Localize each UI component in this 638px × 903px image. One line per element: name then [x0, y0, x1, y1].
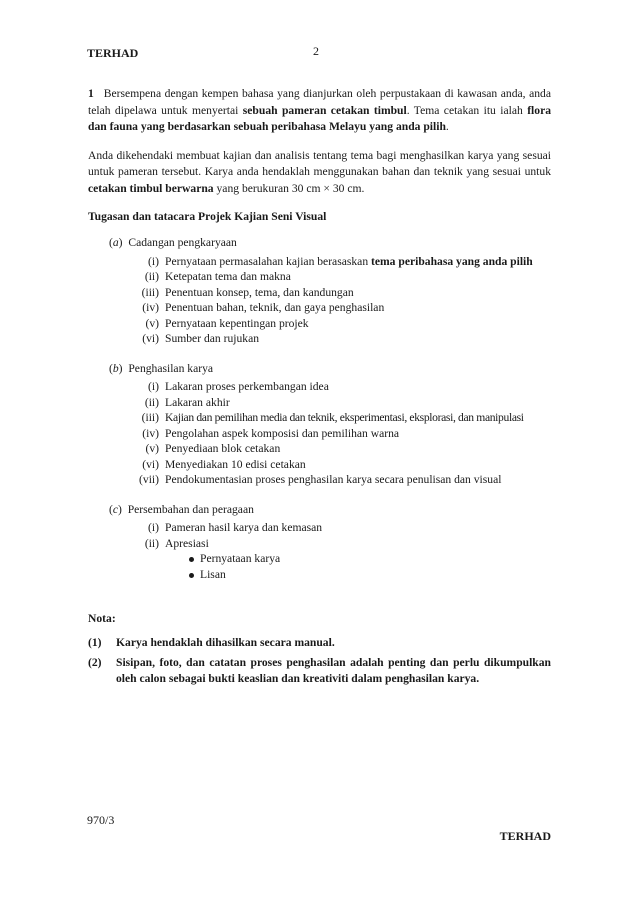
section-title: Tugasan dan tatacara Projek Kajian Seni Visual: [88, 210, 327, 223]
item-text: Menyediakan 10 edisi cetakan: [165, 457, 306, 471]
q1-bold-1: sebuah pameran cetakan timbul: [242, 103, 407, 117]
bullet-text: Pernyataan karya: [200, 552, 281, 565]
part-c-list: [130, 520, 551, 583]
nota-number: (1): [88, 636, 102, 649]
bullet-icon: [189, 557, 194, 562]
bullet-item: [189, 567, 551, 583]
q1-text-1: Bersempena dengan kempen bahasa yang dianjurkan oleh perpustakaan di kawasan anda, anda telah dipelawa untuk menyertai: [88, 87, 551, 117]
part-a-letter: a: [112, 236, 119, 249]
q1-bold-2: flora dan fauna yang berdasarkan sebuah peribahasa Melayu yang anda pilih: [88, 103, 552, 133]
item-number: (ii): [144, 536, 159, 550]
item-number: (i): [148, 254, 159, 268]
list-item: [130, 316, 551, 332]
item-text: Penyediaan blok cetakan: [165, 442, 281, 455]
list-item: [130, 441, 551, 457]
part-a-heading: (a) Cadangan pengkaryaan: [109, 236, 237, 249]
item-text: Pameran hasil karya dan kemasan: [165, 521, 323, 534]
item-number: (vii): [139, 473, 159, 486]
item-text: Sumber dan rujukan: [165, 332, 260, 345]
q2-text-2: yang berukuran 30 cm × 30 cm.: [213, 181, 365, 195]
bullet-list: [189, 551, 551, 583]
list-item: [130, 536, 551, 552]
item-number: (iv): [142, 426, 159, 440]
item-number: (iv): [142, 301, 159, 314]
part-a-title: Cadangan pengkaryaan: [128, 236, 237, 249]
list-item: [130, 269, 551, 285]
list-item: [130, 410, 551, 426]
part-b: [109, 361, 551, 488]
item-text-bold: tema peribahasa yang anda pilih: [371, 254, 533, 268]
item-text: Ketepatan tema dan makna: [165, 270, 291, 283]
item-number: (ii): [144, 270, 159, 283]
bullet-icon: [189, 573, 194, 578]
q2-bold-1: cetakan timbul berwarna: [88, 181, 214, 195]
bullet-text: Lisan: [200, 568, 226, 581]
part-b-heading: (b) Penghasilan karya: [109, 361, 214, 375]
list-item: [130, 331, 551, 347]
item-number: (i): [148, 521, 159, 534]
part-b-letter: b: [112, 361, 119, 375]
part-c-heading: (c) Persembahan dan peragaan: [109, 502, 254, 516]
item-text: Penentuan bahan, teknik, dan gaya penghasilan: [165, 301, 385, 314]
item-text: Apresiasi: [165, 536, 209, 550]
item-text: Kajian dan pemilihan media dan teknik, eksperimentasi, eksplorasi, dan manipulasi: [165, 411, 524, 424]
item-number: (i): [148, 380, 159, 393]
list-item: [130, 254, 551, 270]
nota-title: Nota:: [88, 612, 116, 625]
list-item: [130, 395, 551, 411]
part-a: [109, 235, 551, 347]
nota-item: [88, 635, 551, 651]
bullet-item: [189, 551, 551, 567]
nota-number: (2): [88, 656, 102, 669]
item-number: (iii): [141, 285, 159, 299]
part-c-letter: c: [112, 502, 119, 516]
question-paragraph-1: [88, 86, 551, 136]
page-number: 2: [313, 44, 319, 58]
item-number: (iii): [141, 411, 159, 424]
list-item: [130, 300, 551, 316]
item-text: Lakaran proses perkembangan idea: [165, 380, 329, 393]
list-item: [130, 472, 551, 488]
item-text: [165, 254, 533, 270]
list-item: [130, 520, 551, 536]
question-number: 1: [88, 87, 94, 100]
item-number: (v): [145, 316, 159, 330]
question-paragraph-2: [88, 148, 551, 198]
part-c-title: Persembahan dan peragaan: [127, 502, 254, 516]
item-number: (vi): [142, 332, 159, 345]
nota-item: [88, 655, 551, 687]
item-number: (v): [145, 442, 159, 455]
list-item: [130, 379, 551, 395]
nota-text: Karya hendaklah dihasilkan secara manual.: [116, 636, 335, 649]
item-text: Penentuan konsep, tema, dan kandungan: [165, 285, 354, 299]
item-text: Lakaran akhir: [165, 395, 230, 409]
q2-text-1: Anda dikehendaki membuat kajian dan analisis tentang tema bagi menghasilkan karya yang sesuai untuk pameran tersebut. Karya anda hendaklah menggunakan bahan dan teknik yang sesuai untuk: [88, 148, 551, 178]
item-text: Pengolahan aspek komposisi dan pemilihan warna: [165, 426, 400, 440]
header-classification: TERHAD: [87, 46, 139, 60]
list-item: [130, 457, 551, 473]
item-text-plain: Pernyataan permasalahan kajian berasaskan: [165, 254, 372, 268]
list-item: [130, 285, 551, 301]
nota-text: Sisipan, foto, dan catatan proses penghasilan adalah penting dan perlu dikumpulkan oleh calon sebagai bukti keaslian dan kreativiti dalam penghasilan karya.: [116, 656, 551, 685]
footer-classification: TERHAD: [499, 829, 551, 843]
item-number: (vi): [142, 457, 159, 471]
page-content: [88, 86, 551, 687]
item-text: Pendokumentasian proses penghasilan karya secara penulisan dan visual: [165, 473, 502, 486]
item-text: Pernyataan kepentingan projek: [165, 316, 309, 330]
paper-code: 970/3: [87, 813, 115, 827]
part-b-list: [130, 379, 551, 488]
q1-text-2: . Tema cetakan itu ialah: [406, 103, 528, 117]
part-c: [109, 502, 551, 584]
item-number: (ii): [144, 395, 159, 409]
list-item: [130, 426, 551, 442]
part-a-list: [130, 254, 551, 347]
q1-text-3: .: [445, 120, 449, 133]
part-b-title: Penghasilan karya: [128, 361, 214, 375]
